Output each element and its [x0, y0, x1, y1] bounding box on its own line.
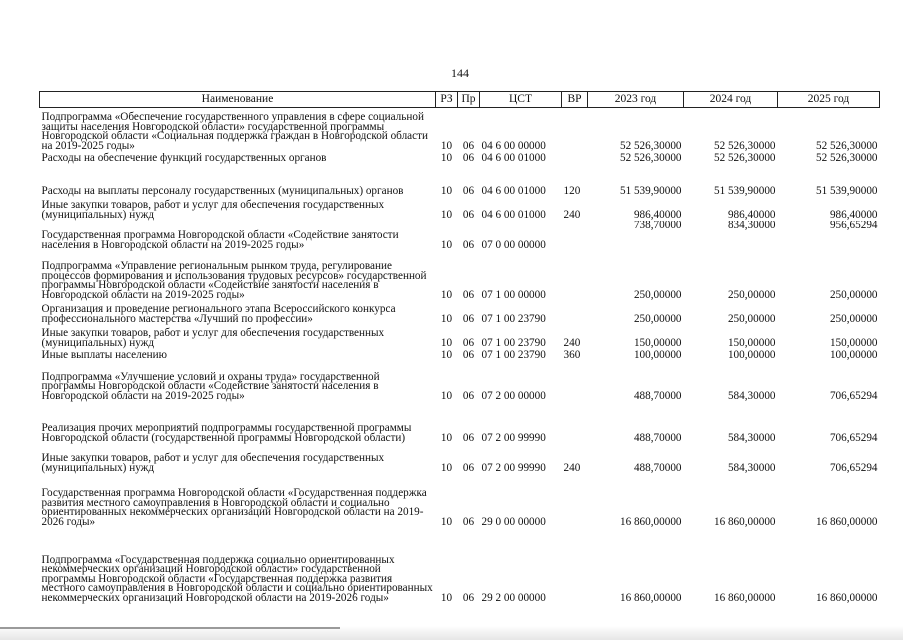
row-cst: 07 2 00 00000: [481, 389, 546, 402]
row-pr: 06: [462, 238, 475, 251]
row-pr: 06: [462, 184, 475, 197]
header-2023: 2023 год: [588, 92, 684, 108]
row-rz: 10: [440, 208, 453, 221]
header-rz: РЗ: [436, 92, 458, 108]
row-2025: 51 539,90000: [815, 184, 878, 197]
row-2025: 52 526,30000: [815, 151, 878, 164]
row-2023: 16 860,00000: [619, 591, 682, 604]
row-pr: 06: [462, 515, 475, 528]
row-vr: 240: [563, 336, 581, 349]
row-2025: 706,65294: [829, 389, 878, 402]
row-cst: 29 0 00 00000: [481, 515, 546, 528]
row-pr: 06: [462, 312, 475, 325]
table-row: [40, 301, 880, 325]
row-2024: 100,00000: [727, 348, 776, 361]
row-2023: 100,00000: [633, 348, 682, 361]
row-name: Иные закупки товаров, работ и услуг для обеспечения государственных (муниципальных) нужд: [41, 327, 385, 349]
header-pr: Пр: [458, 92, 480, 108]
row-rz: 10: [440, 151, 453, 164]
row-2023: 52 526,30000: [619, 139, 682, 152]
row-name: Подпрограмма «Управление региональным рынком труда, регулирование процессов формирования и использования трудовых ресурсов» государственной программы Новгородской области «Содействие занятости населения в Новгородской области на 2019-2025 годы»: [41, 260, 427, 301]
row-2025: 52 526,30000: [815, 139, 878, 152]
row-pr: 06: [462, 336, 475, 349]
table-body: [40, 108, 880, 604]
row-vr: 120: [563, 184, 581, 197]
row-name: Расходы на выплаты персоналу государственных (муниципальных) органов: [41, 184, 404, 197]
table-row: [40, 361, 880, 402]
row-cst: 29 2 00 00000: [481, 591, 546, 604]
row-cst: 04 6 00 01000: [481, 184, 546, 197]
row-vr: 360: [563, 348, 581, 361]
row-pr: 06: [462, 431, 475, 444]
header-cst: ЦСТ: [480, 92, 562, 108]
row-2023: 738,70000: [633, 220, 682, 231]
row-2023: 51 539,90000: [619, 184, 682, 197]
row-2024: 584,30000: [727, 461, 776, 474]
row-vr: [562, 528, 588, 604]
row-cst: 07 2 00 99990: [481, 461, 546, 474]
row-rz: 10: [440, 515, 453, 528]
row-2024: 584,30000: [727, 431, 776, 444]
row-2024: 16 860,00000: [713, 515, 776, 528]
table-row: [40, 152, 880, 164]
table-row: [40, 164, 880, 197]
header-vr: ВР: [562, 92, 588, 108]
budget-table: [39, 91, 880, 604]
row-vr: [562, 474, 588, 528]
row-rz: 10: [440, 238, 453, 251]
row-name: Иные закупки товаров, работ и услуг для обеспечения государственных (муниципальных) нужд: [41, 452, 385, 474]
row-vr: [562, 221, 588, 251]
row-cst: 04 6 00 01000: [481, 208, 546, 221]
row-name: Государственная программа Новгородской области «Содействие занятости населения в Новгородской области на 2019-2025 годы»: [41, 229, 399, 251]
row-rz: 10: [440, 336, 453, 349]
row-2023: 150,00000: [633, 336, 682, 349]
row-cst: 04 6 00 01000: [481, 151, 546, 164]
row-name: Организация и проведение регионального этапа Всероссийского конкурса профессионального мастерства «Лучший по профессии»: [41, 303, 396, 325]
row-vr: [562, 251, 588, 301]
row-cst: 07 1 00 23790: [481, 348, 546, 361]
row-2023: 986,40000: [633, 208, 682, 221]
row-2025: 16 860,00000: [815, 515, 878, 528]
table-row: [40, 474, 880, 528]
table-row: [40, 325, 880, 349]
header-name: Наименование: [40, 92, 436, 108]
table-row: [40, 251, 880, 301]
row-2024: 16 860,00000: [713, 591, 776, 604]
row-2025: 706,65294: [829, 461, 878, 474]
row-pr: 06: [462, 461, 475, 474]
row-vr: [562, 152, 588, 164]
row-rz: 10: [440, 288, 453, 301]
row-cst: 07 0 00 00000: [481, 238, 546, 251]
row-rz: 10: [440, 184, 453, 197]
row-name: Подпрограмма «Обеспечение государственного управления в сфере социальной защиты населения Новгородской области» государственной программы Новгородской области «Социальная поддержка граждан в Новгородской области на 2019-2025 годы»: [41, 111, 428, 152]
row-pr: 06: [462, 139, 475, 152]
header-row: [40, 92, 880, 108]
row-rz: 10: [440, 312, 453, 325]
row-name: Подпрограмма «Государственная поддержка социально ориентированных некоммерческих организаций Новгородской области» государственной программы Новгородской области «Государственная поддержка развития местного самоуправления в Новгородской области и социально ориентированных некоммерческих организаций Новгородской области на 2019-2026 годы»: [41, 553, 433, 604]
row-name: Реализация прочих мероприятий подпрограммы государственной программы Новгородской области (государственной программы Новгородской области): [41, 422, 412, 444]
row-vr: 240: [563, 208, 581, 221]
row-2025: 706,65294: [829, 431, 878, 444]
row-2023: 250,00000: [633, 288, 682, 301]
row-vr: 240: [563, 461, 581, 474]
row-2023: 250,00000: [633, 312, 682, 325]
row-2024: 52 526,30000: [713, 139, 776, 152]
row-pr: 06: [462, 208, 475, 221]
row-2023: 488,70000: [633, 389, 682, 402]
scan-edge-line: [0, 627, 340, 629]
row-2024: 250,00000: [727, 312, 776, 325]
row-2025: 16 860,00000: [815, 591, 878, 604]
row-2023: 488,70000: [633, 431, 682, 444]
row-2024: 986,40000: [727, 208, 776, 221]
table-row: [40, 528, 880, 604]
row-rz: 10: [440, 591, 453, 604]
row-cst: 04 6 00 00000: [481, 139, 546, 152]
row-vr: [562, 301, 588, 325]
row-cst: 07 2 00 99990: [481, 431, 546, 444]
row-2025: 986,40000: [829, 208, 878, 221]
row-pr: 06: [462, 151, 475, 164]
header-2024: 2024 год: [684, 92, 778, 108]
row-cst: 07 1 00 00000: [481, 288, 546, 301]
table-row: [40, 108, 880, 152]
table-row: [40, 221, 880, 251]
row-2023: 16 860,00000: [619, 515, 682, 528]
row-pr: 06: [462, 591, 475, 604]
row-2024: 584,30000: [727, 389, 776, 402]
row-rz: 10: [440, 139, 453, 152]
row-pr: 06: [462, 389, 475, 402]
row-name: Расходы на обеспечение функций государственных органов: [41, 151, 327, 164]
row-cst: 07 1 00 23790: [481, 312, 546, 325]
row-rz: 10: [440, 348, 453, 361]
row-2025: 250,00000: [829, 312, 878, 325]
row-rz: 10: [440, 389, 453, 402]
row-cst: 07 1 00 23790: [481, 336, 546, 349]
table-row: [40, 197, 880, 221]
row-rz: 10: [440, 461, 453, 474]
row-vr: [562, 108, 588, 152]
row-pr: 06: [462, 288, 475, 301]
row-2024: 250,00000: [727, 288, 776, 301]
row-2025: 956,65294: [829, 220, 878, 231]
row-name: Иные закупки товаров, работ и услуг для обеспечения государственных (муниципальных) нужд: [41, 199, 385, 221]
table-row: [40, 349, 880, 361]
page-number: 144: [451, 66, 469, 80]
row-name: Иные выплаты населению: [41, 348, 167, 361]
row-rz: 10: [440, 431, 453, 444]
table-header: [40, 92, 880, 108]
row-pr: 06: [462, 348, 475, 361]
row-2025: 150,00000: [829, 336, 878, 349]
row-2024: 834,30000: [727, 220, 776, 231]
row-2023: 52 526,30000: [619, 151, 682, 164]
row-2023: 488,70000: [633, 461, 682, 474]
row-name: Подпрограмма «Улучшение условий и охраны труда» государственной программы Новгородской области «Содействие занятости населения в Новгородской области на 2019-2025 годы»: [41, 370, 380, 402]
row-2025: 250,00000: [829, 288, 878, 301]
row-name: Государственная программа Новгородской области «Государственная поддержка развития местного самоуправления в Новгородской области и социально ориентированных некоммерческих организаций Новгородской области на 2019-2026 годы»: [41, 487, 427, 528]
row-2024: 52 526,30000: [713, 151, 776, 164]
row-vr: [562, 361, 588, 402]
row-2025: 100,00000: [829, 348, 878, 361]
table-row: [40, 444, 880, 474]
row-2024: 150,00000: [727, 336, 776, 349]
row-2024: 51 539,90000: [713, 184, 776, 197]
row-vr: [562, 402, 588, 444]
header-2025: 2025 год: [778, 92, 880, 108]
table-row: [40, 402, 880, 444]
